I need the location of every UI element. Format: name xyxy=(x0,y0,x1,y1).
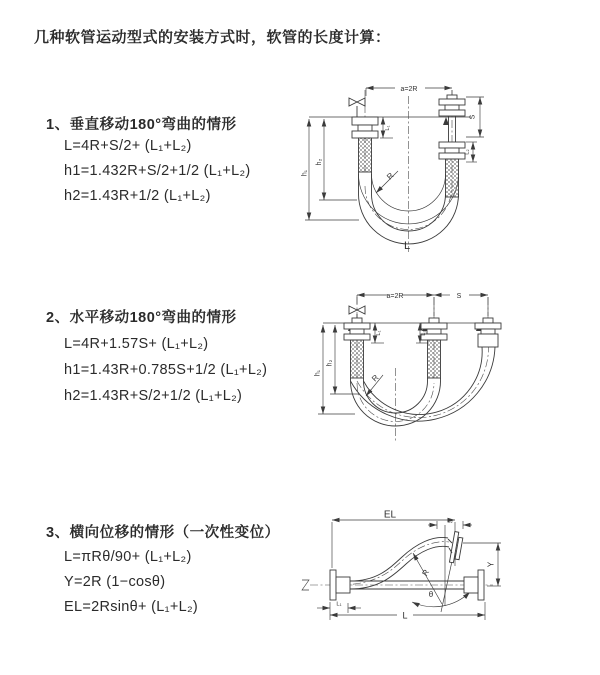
formula-line: h1=1.432R+S/2+1/2 (L₁+L₂) xyxy=(64,163,251,179)
dim-label-h1: h₁ xyxy=(301,169,309,177)
dim-label-s: S xyxy=(469,114,477,120)
dim-label-h1: h₁ xyxy=(314,369,322,377)
formula-line: h2=1.43R+S/2+1/2 (L₁+L₂) xyxy=(64,388,243,404)
fitting-fixed-end xyxy=(344,318,370,378)
flange-fixed-end xyxy=(330,570,350,600)
dim-label-l2: L₂ xyxy=(421,330,427,336)
fitting-moving-end-pos1 xyxy=(421,318,447,378)
centerline-break-mark xyxy=(302,580,309,590)
fitting-fixed-end xyxy=(352,117,378,172)
formula-line: L=4R+1.57S+ (L₁+L₂) xyxy=(64,336,209,352)
dim-label-y: Y xyxy=(486,561,496,568)
dim-label-a2r: a=2R xyxy=(386,292,404,300)
section-3-heading: 3、横向位移的情形（一次性变位） xyxy=(46,525,280,541)
dim-label-l: L xyxy=(403,240,411,252)
braided-hose xyxy=(351,340,364,378)
fitting-moving-end-pos2 xyxy=(475,318,501,347)
diagram-lateral-displacement xyxy=(300,508,595,653)
dim-label-l1: L₁ xyxy=(336,601,342,608)
dim-label-el: EL xyxy=(383,509,397,521)
section-1-heading: 1、垂直移动180°弯曲的情形 xyxy=(46,117,237,133)
dimension-lines xyxy=(318,292,501,414)
dim-label-l1: L₁ xyxy=(376,330,382,336)
formula-line: L=πRθ/90+ (L₁+L₂) xyxy=(64,549,192,565)
braided-hose xyxy=(428,340,441,378)
formula-line: L=4R+S/2+ (L₁+L₂) xyxy=(64,138,192,154)
dim-label-r: R xyxy=(420,567,432,578)
section-2-heading: 2、水平移动180°弯曲的情形 xyxy=(46,310,237,326)
flange-displaced-position xyxy=(448,532,464,564)
dim-label-theta: θ xyxy=(428,590,434,599)
dim-label-l2: L₂ xyxy=(447,518,453,525)
dim-label-r: R xyxy=(370,373,381,384)
dim-label-r: R xyxy=(385,171,396,182)
diagram-vertical-180-bend xyxy=(303,76,588,256)
dimension-lines xyxy=(317,520,501,620)
dim-label-l2: L₂ xyxy=(464,149,471,155)
dim-label-s: S xyxy=(456,292,462,300)
page-title: 几种软管运动型式的安装方式时，软管的长度计算： xyxy=(34,29,391,46)
dim-label-a2r: a=2R xyxy=(400,85,418,93)
fitting-moving-end xyxy=(439,95,465,197)
dim-label-h2: h₂ xyxy=(326,359,334,367)
formula-line: h2=1.43R+1/2 (L₁+L₂) xyxy=(64,188,211,204)
formula-line: h1=1.43R+0.785S+1/2 (L₁+L₂) xyxy=(64,362,268,378)
dim-label-l: L xyxy=(402,610,408,621)
formula-line: Y=2R (1−cosθ) xyxy=(64,574,166,590)
valve-icon xyxy=(349,98,365,117)
dim-label-h2: h₂ xyxy=(316,158,323,166)
braided-hose xyxy=(446,159,459,197)
dim-label-l1: L₁ xyxy=(385,125,391,131)
hose-bend xyxy=(351,347,496,426)
diagram-horizontal-180-bend xyxy=(303,283,598,458)
formula-line: EL=2Rsinθ+ (L₁+L₂) xyxy=(64,599,199,615)
braided-hose xyxy=(359,138,372,172)
